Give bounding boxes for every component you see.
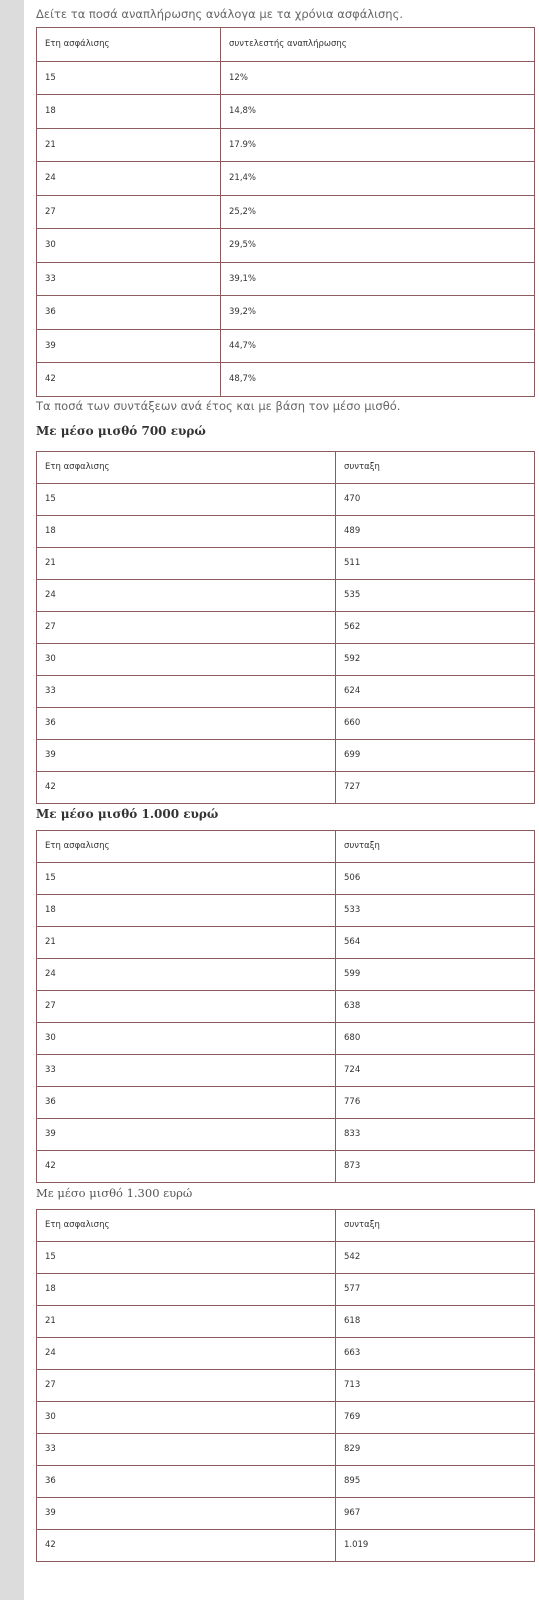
cell-years: 36 [37, 1465, 336, 1497]
cell-years: 27 [37, 990, 336, 1022]
table-row [37, 1465, 535, 1497]
header-cell-years: Ετη ασφαλισης [37, 830, 336, 862]
table-row [37, 1273, 535, 1305]
table-row [37, 1118, 535, 1150]
cell-value: 769 [336, 1401, 535, 1433]
table-row [37, 61, 535, 95]
cell-years: 24 [37, 579, 336, 611]
cell-value: 833 [336, 1118, 535, 1150]
header-cell-value: συντελεστής αναπλήρωσης [221, 28, 535, 62]
cell-value: 829 [336, 1433, 535, 1465]
cell-value: 48,7% [221, 363, 535, 397]
cell-years: 21 [37, 128, 221, 162]
cell-years: 33 [37, 1433, 336, 1465]
table-row [37, 739, 535, 771]
cell-years: 33 [37, 262, 221, 296]
table-row [37, 262, 535, 296]
table-row [37, 162, 535, 196]
header-cell-value: συνταξη [336, 451, 535, 483]
cell-value: 25,2% [221, 195, 535, 229]
cell-value: 29,5% [221, 229, 535, 263]
cell-value: 592 [336, 643, 535, 675]
table-row [37, 926, 535, 958]
header-cell-years: Ετη ασφάλισης [37, 28, 221, 62]
cell-value: 660 [336, 707, 535, 739]
cell-value: 713 [336, 1369, 535, 1401]
table-row [37, 894, 535, 926]
cell-years: 15 [37, 483, 336, 515]
replacement-rate-table [36, 27, 535, 397]
cell-value: 489 [336, 515, 535, 547]
cell-value: 873 [336, 1150, 535, 1182]
cell-years: 24 [37, 958, 336, 990]
cell-years: 24 [37, 1337, 336, 1369]
cell-years: 39 [37, 739, 336, 771]
cell-value: 21,4% [221, 162, 535, 196]
header-cell-years: Ετη ασφαλισης [37, 1209, 336, 1241]
cell-value: 506 [336, 862, 535, 894]
cell-value: 663 [336, 1337, 535, 1369]
cell-years: 36 [37, 296, 221, 330]
cell-value: 1.019 [336, 1529, 535, 1561]
table-row [37, 547, 535, 579]
cell-value: 470 [336, 483, 535, 515]
table-row [37, 579, 535, 611]
cell-value: 533 [336, 894, 535, 926]
cell-years: 36 [37, 707, 336, 739]
cell-years: 42 [37, 771, 336, 803]
table-row [37, 1241, 535, 1273]
table-row [37, 363, 535, 397]
cell-value: 39,1% [221, 262, 535, 296]
header-cell-value: συνταξη [336, 830, 535, 862]
cell-value: 699 [336, 739, 535, 771]
cell-years: 18 [37, 515, 336, 547]
table-row [37, 128, 535, 162]
table-row [37, 1529, 535, 1561]
table-row [37, 95, 535, 129]
cell-years: 15 [37, 61, 221, 95]
cell-value: 967 [336, 1497, 535, 1529]
table-row [37, 1086, 535, 1118]
cell-years: 30 [37, 1401, 336, 1433]
cell-years: 39 [37, 329, 221, 363]
cell-value: 14,8% [221, 95, 535, 129]
cell-years: 30 [37, 1022, 336, 1054]
cell-years: 33 [37, 1054, 336, 1086]
cell-value: 895 [336, 1465, 535, 1497]
table-row [37, 515, 535, 547]
header-cell-value: συνταξη [336, 1209, 535, 1241]
cell-value: 39,2% [221, 296, 535, 330]
cell-years: 21 [37, 926, 336, 958]
cell-value: 542 [336, 1241, 535, 1273]
cell-years: 42 [37, 363, 221, 397]
section-heading-1300: Με μέσο μισθό 1.300 ευρώ [36, 1185, 193, 1200]
cell-value: 618 [336, 1305, 535, 1337]
cell-years: 27 [37, 195, 221, 229]
cell-value: 776 [336, 1086, 535, 1118]
table-row [37, 483, 535, 515]
table-row [37, 862, 535, 894]
table-header-row [37, 1209, 535, 1241]
cell-value: 17.9% [221, 128, 535, 162]
cell-years: 39 [37, 1497, 336, 1529]
table-row [37, 195, 535, 229]
cell-years: 18 [37, 894, 336, 926]
cell-value: 599 [336, 958, 535, 990]
cell-value: 562 [336, 611, 535, 643]
table-header-row [37, 830, 535, 862]
cell-years: 21 [37, 547, 336, 579]
table-row [37, 958, 535, 990]
pensions-intro-text: Τα ποσά των συντάξεων ανά έτος και με βάση τον μέσο μισθό. [36, 398, 401, 413]
cell-years: 30 [37, 229, 221, 263]
cell-years: 24 [37, 162, 221, 196]
table-row [37, 1054, 535, 1086]
section-heading-700: Με μέσο μισθό 700 ευρώ [36, 423, 206, 438]
cell-years: 15 [37, 1241, 336, 1273]
table-row [37, 1401, 535, 1433]
intro-text: Δείτε τα ποσά αναπλήρωσης ανάλογα με τα χρόνια ασφάλισης. [36, 7, 403, 21]
pension-table-700 [36, 451, 535, 804]
cell-years: 36 [37, 1086, 336, 1118]
cell-value: 12% [221, 61, 535, 95]
cell-years: 42 [37, 1150, 336, 1182]
cell-years: 33 [37, 675, 336, 707]
cell-years: 18 [37, 95, 221, 129]
table-row [37, 707, 535, 739]
cell-value: 535 [336, 579, 535, 611]
cell-value: 638 [336, 990, 535, 1022]
cell-value: 727 [336, 771, 535, 803]
table-row [37, 1337, 535, 1369]
cell-value: 564 [336, 926, 535, 958]
cell-value: 577 [336, 1273, 535, 1305]
table-header-row [37, 451, 535, 483]
cell-value: 44,7% [221, 329, 535, 363]
header-cell-years: Ετη ασφαλισης [37, 451, 336, 483]
table-row [37, 1369, 535, 1401]
pension-table-1300 [36, 1209, 535, 1562]
cell-value: 511 [336, 547, 535, 579]
cell-years: 30 [37, 643, 336, 675]
cell-value: 724 [336, 1054, 535, 1086]
cell-years: 42 [37, 1529, 336, 1561]
table-row [37, 990, 535, 1022]
table-row [37, 611, 535, 643]
left-sidebar-strip [0, 0, 24, 1600]
article-content [36, 0, 536, 1562]
table-row [37, 643, 535, 675]
table-header-row [37, 28, 535, 62]
table-row [37, 229, 535, 263]
cell-years: 27 [37, 611, 336, 643]
table-row [37, 771, 535, 803]
table-row [37, 1022, 535, 1054]
cell-years: 27 [37, 1369, 336, 1401]
table-row [37, 296, 535, 330]
cell-years: 39 [37, 1118, 336, 1150]
cell-years: 15 [37, 862, 336, 894]
pension-table-1000 [36, 830, 535, 1183]
table-row [37, 1433, 535, 1465]
table-row [37, 1305, 535, 1337]
table-row [37, 329, 535, 363]
table-row [37, 675, 535, 707]
cell-years: 21 [37, 1305, 336, 1337]
cell-value: 624 [336, 675, 535, 707]
table-row [37, 1150, 535, 1182]
cell-value: 680 [336, 1022, 535, 1054]
section-heading-1000: Με μέσο μισθό 1.000 ευρώ [36, 806, 219, 821]
table-row [37, 1497, 535, 1529]
cell-years: 18 [37, 1273, 336, 1305]
